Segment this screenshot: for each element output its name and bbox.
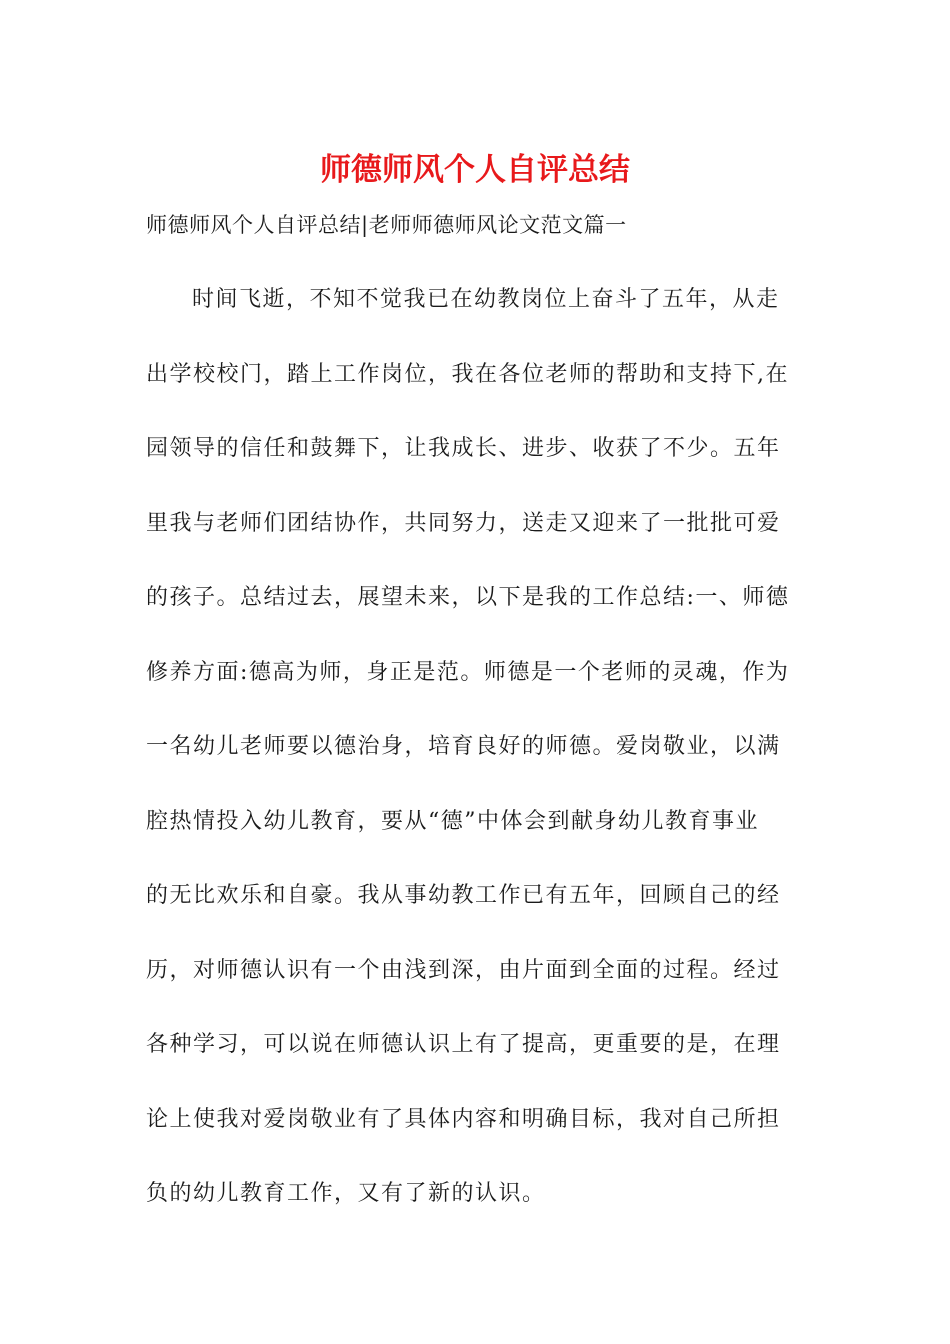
- body-line: 一名幼儿老师要以德治身，培育良好的师德。爱岗敬业，以满: [146, 734, 781, 759]
- body-line: 论上使我对爱岗敬业有了具体内容和明确目标，我对自己所担: [146, 1106, 781, 1132]
- body-line: 时间飞逝，不知不觉我已在幼教岗位上奋斗了五年，从走: [192, 287, 780, 312]
- document-title: 师德师风个人自评总结: [320, 152, 630, 188]
- body-line: 里我与老师们团结协作，共同努力，送走又迎来了一批批可爱: [146, 510, 781, 536]
- document-subtitle: 师德师风个人自评总结|老师师德师风论文范文篇一: [146, 213, 627, 237]
- body-line: 的无比欢乐和自豪。我从事幼教工作已有五年，回顾自己的经: [146, 883, 781, 908]
- body-text: [146, 276, 806, 1245]
- body-line: 园领导的信任和鼓舞下，让我成长、进步、收获了不少。五年: [146, 436, 781, 461]
- body-line: 各种学习，可以说在师德认识上有了提高，更重要的是，在理: [146, 1032, 781, 1057]
- body-line: 负的幼儿教育工作，又有了新的认识。: [146, 1181, 546, 1206]
- body-line: 腔热情投入幼儿教育，要从“德”中体会到献身幼儿教育事业: [146, 808, 759, 834]
- body-line: 历，对师德认识有一个由浅到深，由片面到全面的过程。经过: [146, 957, 781, 983]
- body-line: 的孩子。总结过去，展望未来，以下是我的工作总结:一、师德: [146, 585, 790, 610]
- body-line: 修养方面:德高为师，身正是范。师德是一个老师的灵魂，作为: [146, 659, 790, 685]
- body-line: 出学校校门，踏上工作岗位，我在各位老师的帮助和支持下,在: [146, 361, 789, 387]
